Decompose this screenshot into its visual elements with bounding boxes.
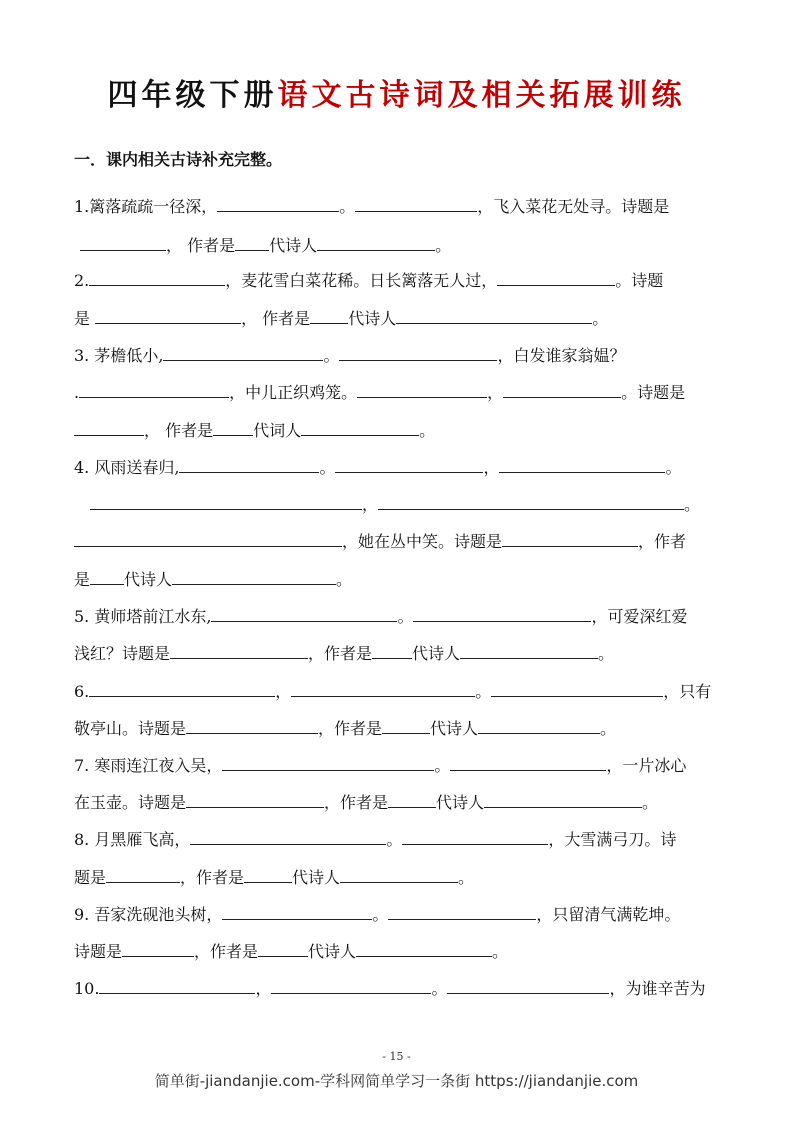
fill-in-blank[interactable] <box>339 342 497 361</box>
line-text: 。 <box>319 458 336 477</box>
fill-in-blank[interactable] <box>310 305 348 324</box>
fill-in-blank[interactable] <box>74 417 144 436</box>
fill-in-blank[interactable] <box>450 752 606 771</box>
line-text: 。 <box>475 682 492 701</box>
fill-in-blank[interactable] <box>491 678 663 697</box>
exercise-line <box>74 603 687 628</box>
line-text: ，为谁辛苦为 <box>609 979 706 998</box>
line-text: ，作者是 <box>194 942 259 961</box>
line-text: ， <box>487 383 504 402</box>
line-text: ， <box>483 458 500 477</box>
fill-in-blank[interactable] <box>244 864 292 883</box>
fill-in-blank[interactable] <box>163 342 323 361</box>
exercise-line <box>74 752 686 777</box>
line-text: 5. 黄师塔前江水东, <box>74 607 212 626</box>
line-text: 10. <box>74 979 100 998</box>
fill-in-blank[interactable] <box>89 267 225 286</box>
fill-in-blank[interactable] <box>235 232 269 251</box>
fill-in-blank[interactable] <box>413 603 591 622</box>
fill-in-blank[interactable] <box>301 417 419 436</box>
exercise-line <box>74 826 676 851</box>
line-text: ， <box>362 495 379 514</box>
fill-in-blank[interactable] <box>172 566 336 585</box>
page-footer: 简单街-jiandanjie.com-学科网简单学习一条街 https://jiandanjie.com <box>154 1072 639 1090</box>
exercise-line <box>74 678 711 703</box>
fill-in-blank[interactable] <box>90 491 362 510</box>
line-text: 3. 茅檐低小, <box>74 346 164 365</box>
line-text: 。 <box>684 495 701 514</box>
fill-in-blank[interactable] <box>271 975 431 994</box>
fill-in-blank[interactable] <box>291 678 475 697</box>
section-heading: 一．课内相关古诗补充完整。 <box>74 150 283 169</box>
line-text: ，作者是 <box>308 644 373 663</box>
exercise-line <box>74 640 614 665</box>
line-text: 。 <box>431 979 448 998</box>
exercise-line <box>74 193 669 218</box>
line-text: 。 <box>336 570 353 589</box>
line-text: 。诗题 <box>615 271 664 290</box>
line-text: 9. 吾家洗砚池头树， <box>74 905 223 924</box>
fill-in-blank[interactable] <box>335 454 483 473</box>
line-text: 。 <box>598 644 615 663</box>
line-text: ，一片冰心 <box>606 756 687 775</box>
line-text: 。 <box>600 719 617 738</box>
fill-in-blank[interactable] <box>502 528 638 547</box>
line-text: 。 <box>642 793 659 812</box>
fill-in-blank[interactable] <box>74 528 342 547</box>
line-text: 代诗人 <box>269 236 318 255</box>
line-text: ，白发谁家翁媪？ <box>497 346 626 365</box>
fill-in-blank[interactable] <box>99 975 255 994</box>
line-text: 浅红？诗题是 <box>74 644 171 663</box>
fill-in-blank[interactable] <box>179 454 319 473</box>
line-text: 。 <box>434 756 451 775</box>
line-text: 。 <box>458 868 475 887</box>
title-red: 语文古诗词及相关拓展训练 <box>277 78 686 113</box>
fill-in-blank[interactable] <box>90 566 124 585</box>
line-text: 。 <box>339 197 356 216</box>
line-text: ，可爱深红爱 <box>591 607 688 626</box>
line-text: 题是 <box>74 868 107 887</box>
line-text: ， 作者是 <box>241 309 311 328</box>
fill-in-blank[interactable] <box>106 864 180 883</box>
fill-in-blank[interactable] <box>372 640 412 659</box>
line-text: 敬亭山。诗题是 <box>74 719 187 738</box>
line-text: 。 <box>492 942 509 961</box>
line-text: 代诗人 <box>412 644 461 663</box>
fill-in-blank[interactable] <box>356 938 492 957</box>
fill-in-blank[interactable] <box>79 379 229 398</box>
fill-in-blank[interactable] <box>388 789 436 808</box>
line-text: 7. 寒雨连江夜入吴， <box>74 756 223 775</box>
exercise-line <box>74 528 686 553</box>
line-text: 在玉壶。诗题是 <box>74 793 187 812</box>
line-text: ，作者 <box>638 532 687 551</box>
line-text: ， 作者是 <box>166 236 236 255</box>
line-text: 代诗人 <box>430 719 479 738</box>
line-text: 8. 月黑雁飞高， <box>74 830 191 849</box>
line-text: 是 <box>74 309 96 328</box>
fill-in-blank[interactable] <box>355 193 477 212</box>
fill-in-blank[interactable] <box>217 193 339 212</box>
line-text: 。 <box>323 346 340 365</box>
fill-in-blank[interactable] <box>402 826 548 845</box>
fill-in-blank[interactable] <box>190 826 386 845</box>
line-text: ， <box>275 682 292 701</box>
line-text: 代诗人 <box>124 570 173 589</box>
exercise-line <box>90 491 700 516</box>
fill-in-blank[interactable] <box>460 640 598 659</box>
line-text: ，作者是 <box>180 868 245 887</box>
line-text: 。 <box>435 236 452 255</box>
line-text: 4. 风雨送春归, <box>74 458 180 477</box>
exercise-line <box>74 566 352 591</box>
line-text: ，作者是 <box>324 793 389 812</box>
line-text: ， <box>255 979 272 998</box>
line-text: ， 作者是 <box>144 421 214 440</box>
exercise-line <box>74 417 435 442</box>
line-text: ，她在丛中笑。诗题是 <box>342 532 503 551</box>
line-text: ，飞入菜花无处寻。诗题是 <box>477 197 670 216</box>
fill-in-blank[interactable] <box>396 305 592 324</box>
fill-in-blank[interactable] <box>89 678 275 697</box>
fill-in-blank[interactable] <box>503 379 621 398</box>
line-text: 。 <box>419 421 436 440</box>
line-text: 6. <box>74 682 90 701</box>
exercise-line <box>74 342 625 367</box>
fill-in-blank[interactable] <box>222 901 372 920</box>
line-text: 是 <box>74 570 91 589</box>
line-text: 。 <box>665 458 682 477</box>
fill-in-blank[interactable] <box>317 232 435 251</box>
fill-in-blank[interactable] <box>95 305 241 324</box>
line-text: ，麦花雪白菜花稀。日长篱落无人过， <box>225 271 498 290</box>
line-text: 代诗人 <box>348 309 397 328</box>
exercise-line <box>74 267 663 292</box>
line-text: 1.篱落疏疏一径深， <box>74 197 218 216</box>
line-text: 2. <box>74 271 90 290</box>
fill-in-blank[interactable] <box>499 454 665 473</box>
line-text: . <box>74 383 80 402</box>
fill-in-blank[interactable] <box>357 379 487 398</box>
fill-in-blank[interactable] <box>382 715 430 734</box>
fill-in-blank[interactable] <box>340 864 458 883</box>
line-text: 诗题是 <box>74 942 123 961</box>
fill-in-blank[interactable] <box>388 901 536 920</box>
fill-in-blank[interactable] <box>186 715 318 734</box>
fill-in-blank[interactable] <box>186 789 324 808</box>
exercise-line <box>74 715 616 740</box>
line-text: ，作者是 <box>318 719 383 738</box>
line-text: 代词人 <box>253 421 302 440</box>
exercise-line <box>80 232 451 257</box>
line-text: 。 <box>397 607 414 626</box>
exercise-line <box>74 454 682 479</box>
line-text: ，只留清气满乾坤。 <box>536 905 681 924</box>
fill-in-blank[interactable] <box>213 417 253 436</box>
line-text: 代诗人 <box>436 793 485 812</box>
fill-in-blank[interactable] <box>222 752 434 771</box>
line-text: 。 <box>372 905 389 924</box>
exercise-line <box>74 901 680 926</box>
line-text: 。 <box>386 830 403 849</box>
fill-in-blank[interactable] <box>478 715 600 734</box>
line-text: 代诗人 <box>308 942 357 961</box>
line-text: 代诗人 <box>292 868 341 887</box>
page-number: - 15 - <box>382 1050 411 1063</box>
line-text: ，大雪满弓刀。诗 <box>548 830 677 849</box>
fill-in-blank[interactable] <box>497 267 615 286</box>
exercise-line <box>74 938 508 963</box>
exercise-line <box>74 975 706 1000</box>
fill-in-blank[interactable] <box>211 603 397 622</box>
fill-in-blank[interactable] <box>484 789 642 808</box>
fill-in-blank[interactable] <box>170 640 308 659</box>
exercise-line <box>74 864 474 889</box>
exercise-line <box>74 379 685 404</box>
fill-in-blank[interactable] <box>80 232 166 251</box>
title-black: 四年级下册 <box>107 78 278 113</box>
fill-in-blank[interactable] <box>447 975 609 994</box>
line-text: 。 <box>592 309 609 328</box>
page-title <box>0 76 793 116</box>
line-text: ，中儿正织鸡笼。 <box>229 383 358 402</box>
fill-in-blank[interactable] <box>378 491 684 510</box>
line-text: ，只有 <box>663 682 712 701</box>
exercise-line <box>74 789 658 814</box>
exercise-line <box>74 305 608 330</box>
fill-in-blank[interactable] <box>258 938 308 957</box>
line-text: 。诗题是 <box>621 383 686 402</box>
fill-in-blank[interactable] <box>122 938 194 957</box>
